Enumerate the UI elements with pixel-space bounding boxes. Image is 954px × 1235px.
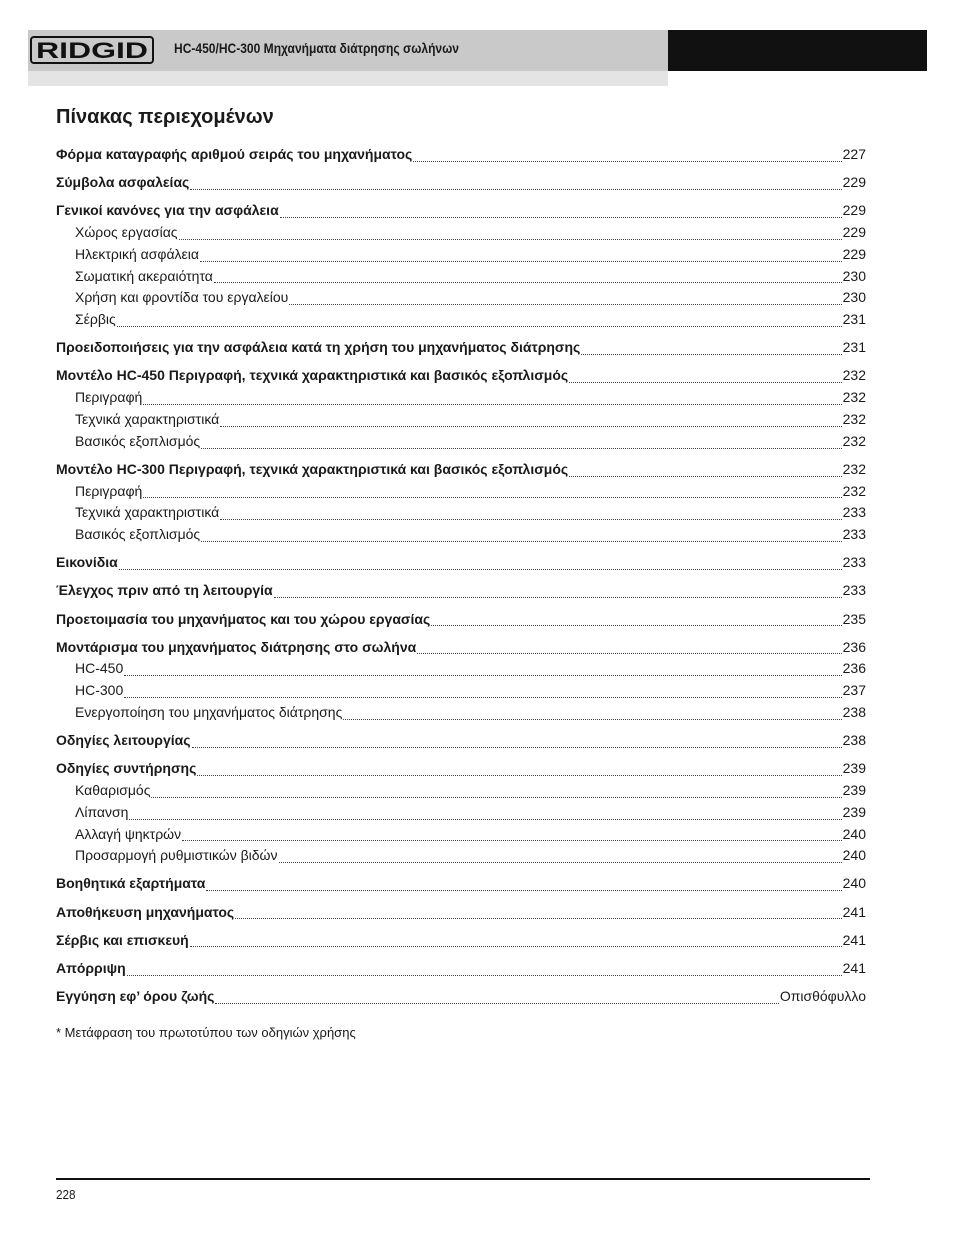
toc-entry-label: Εικονίδια — [56, 554, 118, 571]
toc-entry-page: 238 — [842, 732, 866, 749]
toc-entry-page: 232 — [842, 389, 866, 406]
toc-entry-label: Αποθήκευση μηχανήματος — [56, 903, 235, 920]
dot-leader — [343, 719, 841, 720]
toc-entry[interactable] — [56, 365, 866, 387]
toc-entry-label: Ηλεκτρική ασφάλεια — [75, 245, 199, 262]
dot-leader — [143, 404, 841, 405]
toc-entry-label: Σύμβολα ασφαλείας — [56, 174, 190, 191]
toc-entry-label: Περιγραφή — [75, 482, 143, 499]
toc-entry-label: Λίπανση — [75, 803, 129, 820]
toc-entry-page: 239 — [842, 803, 866, 820]
toc-subentry[interactable] — [56, 481, 866, 503]
dot-leader — [201, 448, 841, 449]
dot-leader — [182, 840, 842, 841]
toc-entry-page: 239 — [842, 781, 866, 798]
dot-leader — [215, 1003, 778, 1004]
toc-entry[interactable] — [56, 958, 866, 980]
toc-entry-label: Προειδοποιήσεις για την ασφάλεια κατά τη χρήση του μηχανήματος διάτρησης — [56, 339, 581, 356]
toc-entry-page: 239 — [842, 760, 866, 777]
dot-leader — [413, 161, 841, 162]
toc-entry[interactable] — [56, 873, 866, 895]
toc-subentry[interactable] — [56, 431, 866, 453]
dot-leader — [581, 354, 841, 355]
toc-entry-label: Τεχνικά χαρακτηριστικά — [75, 410, 220, 427]
document-title: HC-450/HC-300 Μηχανήματα διάτρησης σωλήνων — [174, 40, 459, 56]
toc-list — [56, 144, 866, 1008]
toc-heading: Πίνακας περιεχομένων — [56, 106, 274, 128]
toc-entry-label: Καθαρισμός — [75, 781, 151, 798]
toc-entry-page: 240 — [842, 847, 866, 864]
toc-entry-label: HC-300 — [75, 682, 124, 699]
toc-entry-label: Μοντέλο HC-300 Περιγραφή, τεχνικά χαρακτηριστικά και βασικός εξοπλισμός — [56, 460, 569, 477]
toc-subentry[interactable] — [56, 409, 866, 431]
toc-entry-page: 231 — [842, 339, 866, 356]
toc-entry[interactable] — [56, 337, 866, 359]
toc-entry-label: Οδηγίες λειτουργίας — [56, 732, 191, 749]
toc-entry[interactable] — [56, 552, 866, 574]
toc-entry[interactable] — [56, 580, 866, 602]
toc-entry[interactable] — [56, 459, 866, 481]
dot-leader — [417, 653, 841, 654]
toc-subentry[interactable] — [56, 266, 866, 288]
toc-entry-page: 233 — [842, 504, 866, 521]
toc-subentry[interactable] — [56, 524, 866, 546]
toc-entry-page: 232 — [842, 367, 866, 384]
toc-subentry[interactable] — [56, 287, 866, 309]
dot-leader — [129, 819, 841, 820]
dot-leader — [119, 569, 842, 570]
toc-subentry[interactable] — [56, 658, 866, 680]
toc-entry-page: 241 — [842, 903, 866, 920]
dot-leader — [569, 382, 841, 383]
translation-footnote: * Μετάφραση του πρωτοτύπου των οδηγιών χρήσης — [56, 1025, 356, 1040]
toc-entry-label: Γενικοί κανόνες για την ασφάλεια — [56, 202, 279, 219]
toc-entry-page: 229 — [842, 202, 866, 219]
toc-entry-page: 237 — [842, 682, 866, 699]
toc-entry[interactable] — [56, 637, 866, 659]
toc-entry-page: 236 — [842, 638, 866, 655]
header-band — [28, 30, 927, 86]
toc-entry-page: 232 — [842, 432, 866, 449]
toc-entry-label: Ενεργοποίηση του μηχανήματος διάτρησης — [75, 704, 343, 720]
toc-entry-page: 233 — [842, 526, 866, 543]
toc-entry-page: 236 — [842, 660, 866, 677]
toc-subentry[interactable] — [56, 780, 866, 802]
toc-entry-label: Μοντάρισμα του μηχανήματος διάτρησης στο σωλήνα — [56, 638, 417, 655]
toc-entry-label: Περιγραφή — [75, 389, 143, 406]
toc-entry-page: 232 — [842, 410, 866, 427]
toc-entry-page: 241 — [842, 959, 866, 976]
toc-entry[interactable] — [56, 930, 866, 952]
dot-leader — [431, 625, 841, 626]
toc-entry-page: 230 — [842, 289, 866, 306]
dot-leader — [220, 426, 841, 427]
dot-leader — [124, 697, 841, 698]
toc-entry-label: Απόρριψη — [56, 959, 126, 976]
toc-entry-label: Εγγύηση εφ’ όρου ζωής — [56, 987, 215, 1004]
dot-leader — [569, 476, 841, 477]
dot-leader — [214, 282, 842, 283]
toc-subentry[interactable] — [56, 309, 866, 331]
toc-subentry[interactable] — [56, 802, 866, 824]
dot-leader — [274, 597, 842, 598]
toc-entry-label: Βασικός εξοπλισμός — [75, 432, 201, 449]
toc-entry[interactable] — [56, 730, 866, 752]
dot-leader — [279, 862, 842, 863]
toc-subentry[interactable] — [56, 680, 866, 702]
toc-subentry[interactable] — [56, 222, 866, 244]
toc-entry-page: 232 — [842, 460, 866, 477]
toc-entry-label: Οδηγίες συντήρησης — [56, 760, 197, 777]
dot-leader — [190, 189, 841, 190]
toc-entry-page: 227 — [842, 146, 866, 162]
dot-leader — [127, 975, 842, 976]
ridgid-logo — [30, 34, 154, 66]
brand-wordmark: RIDGID — [36, 38, 148, 63]
toc-entry-page: 240 — [842, 825, 866, 842]
toc-entry-page: 238 — [842, 704, 866, 720]
dot-leader — [201, 541, 841, 542]
toc-entry-label: Προσαρμογή ρυθμιστικών βιδών — [75, 847, 278, 864]
toc-entry[interactable] — [56, 986, 866, 1008]
toc-entry-label: Σωματική ακεραιότητα — [75, 267, 213, 284]
toc-subentry[interactable] — [56, 824, 866, 846]
toc-entry-page: 233 — [842, 554, 866, 571]
toc-entry-label: Αλλαγή ψηκτρών — [75, 825, 182, 842]
dot-leader — [179, 239, 842, 240]
toc-entry[interactable] — [56, 144, 866, 166]
dot-leader — [280, 217, 842, 218]
dot-leader — [220, 519, 841, 520]
toc-entry-label: Χρήση και φροντίδα του εργαλείου — [75, 289, 289, 306]
toc-entry-page: 240 — [842, 875, 866, 892]
toc-entry-page: 230 — [842, 267, 866, 284]
dot-leader — [235, 918, 841, 919]
dot-leader — [289, 304, 841, 305]
toc-entry[interactable] — [56, 609, 866, 631]
toc-entry-label: HC-450 — [75, 660, 124, 677]
toc-entry-label: Σέρβις — [75, 311, 116, 328]
toc-subentry[interactable] — [56, 387, 866, 409]
toc-entry-label: Βοηθητικά εξαρτήματα — [56, 875, 206, 892]
toc-entry-page: 229 — [842, 223, 866, 240]
toc-entry[interactable] — [56, 902, 866, 924]
dot-leader — [124, 675, 841, 676]
dot-leader — [151, 797, 841, 798]
toc-entry-label: Βασικός εξοπλισμός — [75, 526, 201, 543]
toc-entry-page: 235 — [842, 610, 866, 627]
toc-entry-label: Χώρος εργασίας — [75, 223, 178, 240]
dot-leader — [190, 946, 842, 947]
header-under-bar — [28, 71, 668, 86]
toc-entry-label: Μοντέλο HC-450 Περιγραφή, τεχνικά χαρακτηριστικά και βασικός εξοπλισμός — [56, 367, 569, 384]
toc-entry-page: 232 — [842, 482, 866, 499]
toc-subentry[interactable] — [56, 244, 866, 266]
toc-entry-page: 233 — [842, 582, 866, 599]
toc-entry-label: Σέρβις και επισκευή — [56, 931, 189, 948]
dot-leader — [200, 261, 842, 262]
toc-entry-label: Προετοιμασία του μηχανήματος και του χώρου εργασίας — [56, 610, 431, 627]
toc-subentry[interactable] — [56, 702, 866, 724]
footer-rule — [56, 1178, 870, 1180]
toc-subentry[interactable] — [56, 845, 866, 867]
dot-leader — [192, 747, 842, 748]
toc-entry[interactable] — [56, 172, 866, 194]
toc-subentry[interactable] — [56, 502, 866, 524]
header-dark-bar — [668, 30, 927, 71]
toc-entry-page: 229 — [842, 245, 866, 262]
dot-leader — [206, 890, 841, 891]
toc-entry-page: 229 — [842, 174, 866, 191]
dot-leader — [197, 775, 841, 776]
toc-entry-label: Τεχνικά χαρακτηριστικά — [75, 504, 220, 521]
toc-entry-page: 231 — [842, 311, 866, 328]
toc-entry-page: 241 — [842, 931, 866, 948]
toc-entry-page: Οπισθόφυλλο — [779, 987, 866, 1004]
toc-entry-label: Έλεγχος πριν από τη λειτουργία — [56, 582, 273, 599]
toc-entry-label: Φόρμα καταγραφής αριθμού σειράς του μηχανήματος — [56, 146, 413, 162]
toc-entry[interactable] — [56, 200, 866, 222]
dot-leader — [143, 497, 841, 498]
toc-entry[interactable] — [56, 758, 866, 780]
page-number: 228 — [56, 1187, 76, 1202]
dot-leader — [117, 326, 842, 327]
